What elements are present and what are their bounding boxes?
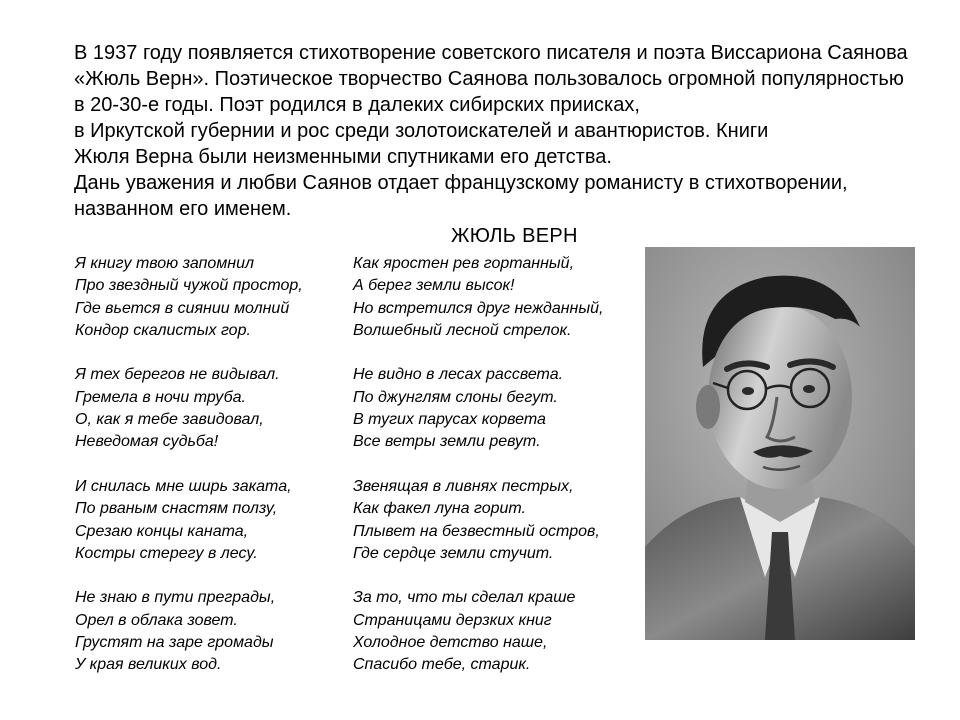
verse-line: Спасибо тебе, старик.	[353, 656, 531, 674]
verse-line: И снилась мне ширь заката,	[75, 477, 292, 495]
intro-line: в 20-30-е годы. Поэт родился в далеких сибирских приисках,	[74, 94, 640, 116]
intro-line: Дань уважения и любви Саянов отдает французскому романисту в стихотворении,	[74, 172, 848, 194]
intro-line: в Иркутской губернии и рос среди золотоискателей и авантюристов. Книги	[74, 120, 769, 142]
stanza	[353, 587, 603, 676]
verse-line: За то, что ты сделал краше	[353, 589, 576, 607]
verse-line: Про звездный чужой простор,	[75, 277, 303, 295]
verse-line: По джунглям слоны бегут.	[353, 388, 558, 406]
stanza	[353, 476, 603, 565]
verse-line: Кондор скалистых гор.	[75, 321, 251, 339]
verse-line: Как факел луна горит.	[353, 500, 526, 518]
verse-line: Срезаю концы каната,	[75, 522, 249, 540]
author-portrait-photo	[645, 247, 915, 640]
stanza	[75, 587, 303, 676]
verse-line: Я книгу твою запомнил	[75, 255, 255, 272]
portrait-eye-left	[742, 387, 754, 395]
verse-line: В тугих парусах корвета	[353, 411, 546, 429]
intro-line: «Жюль Верн». Поэтическое творчество Саянова пользовалось огромной популярностью	[74, 68, 904, 90]
verse-line: Но встретился друг нежданный,	[353, 299, 604, 317]
stanza	[75, 364, 303, 453]
stanza	[75, 253, 303, 342]
verse-line: Не знаю в пути преграды,	[75, 589, 276, 607]
poem-title: ЖЮЛЬ ВЕРН	[451, 225, 578, 247]
verse-line: Плывет на безвестный остров,	[353, 522, 600, 540]
verse-line: Где сердце земли стучит.	[353, 544, 554, 562]
intro-text	[74, 40, 960, 222]
verse-line: Страницами дерзких книг	[353, 611, 552, 629]
verse-line: Все ветры земли ревут.	[353, 433, 541, 451]
verse-line: Холодное детство наше,	[353, 634, 548, 652]
verse-line: Звенящая в ливнях пестрых,	[353, 477, 574, 495]
verse-line: Как яростен рев гортанный,	[353, 255, 575, 272]
verse-line: Я тех берегов не видывал.	[75, 366, 280, 384]
verse-line: А берег земли высок!	[353, 277, 515, 295]
verse-line: О, как я тебе завидовал,	[75, 411, 264, 429]
verse-line: Орел в облака зовет.	[75, 611, 238, 629]
intro-line: Жюля Верна были неизменными спутниками его детства.	[74, 146, 612, 168]
verse-line: Гремела в ночи труба.	[75, 388, 246, 406]
intro-line: В 1937 году появляется стихотворение советского писателя и поэта Виссариона Саянова	[74, 42, 908, 64]
poem-right-column	[353, 253, 603, 699]
verse-line: Неведомая судьба!	[75, 433, 219, 451]
verse-line: Грустят на заре громады	[75, 634, 274, 652]
verse-line: У края великих вод.	[75, 656, 222, 674]
portrait-illustration	[645, 247, 915, 640]
stanza	[353, 253, 603, 342]
stanza	[75, 476, 303, 565]
verse-line: Не видно в лесах рассвета.	[353, 366, 564, 384]
verse-line: Волшебный лесной стрелок.	[353, 321, 572, 339]
poem-left-column	[75, 253, 303, 699]
portrait-ear	[696, 385, 720, 429]
verse-line: По рваным снастям ползу,	[75, 500, 278, 518]
verse-line: Где вьется в сиянии молний	[75, 299, 290, 317]
verse-line: Костры стерегу в лесу.	[75, 544, 258, 562]
stanza	[353, 364, 603, 453]
portrait-eye-right	[803, 385, 815, 393]
intro-line: названном его именем.	[74, 198, 292, 220]
